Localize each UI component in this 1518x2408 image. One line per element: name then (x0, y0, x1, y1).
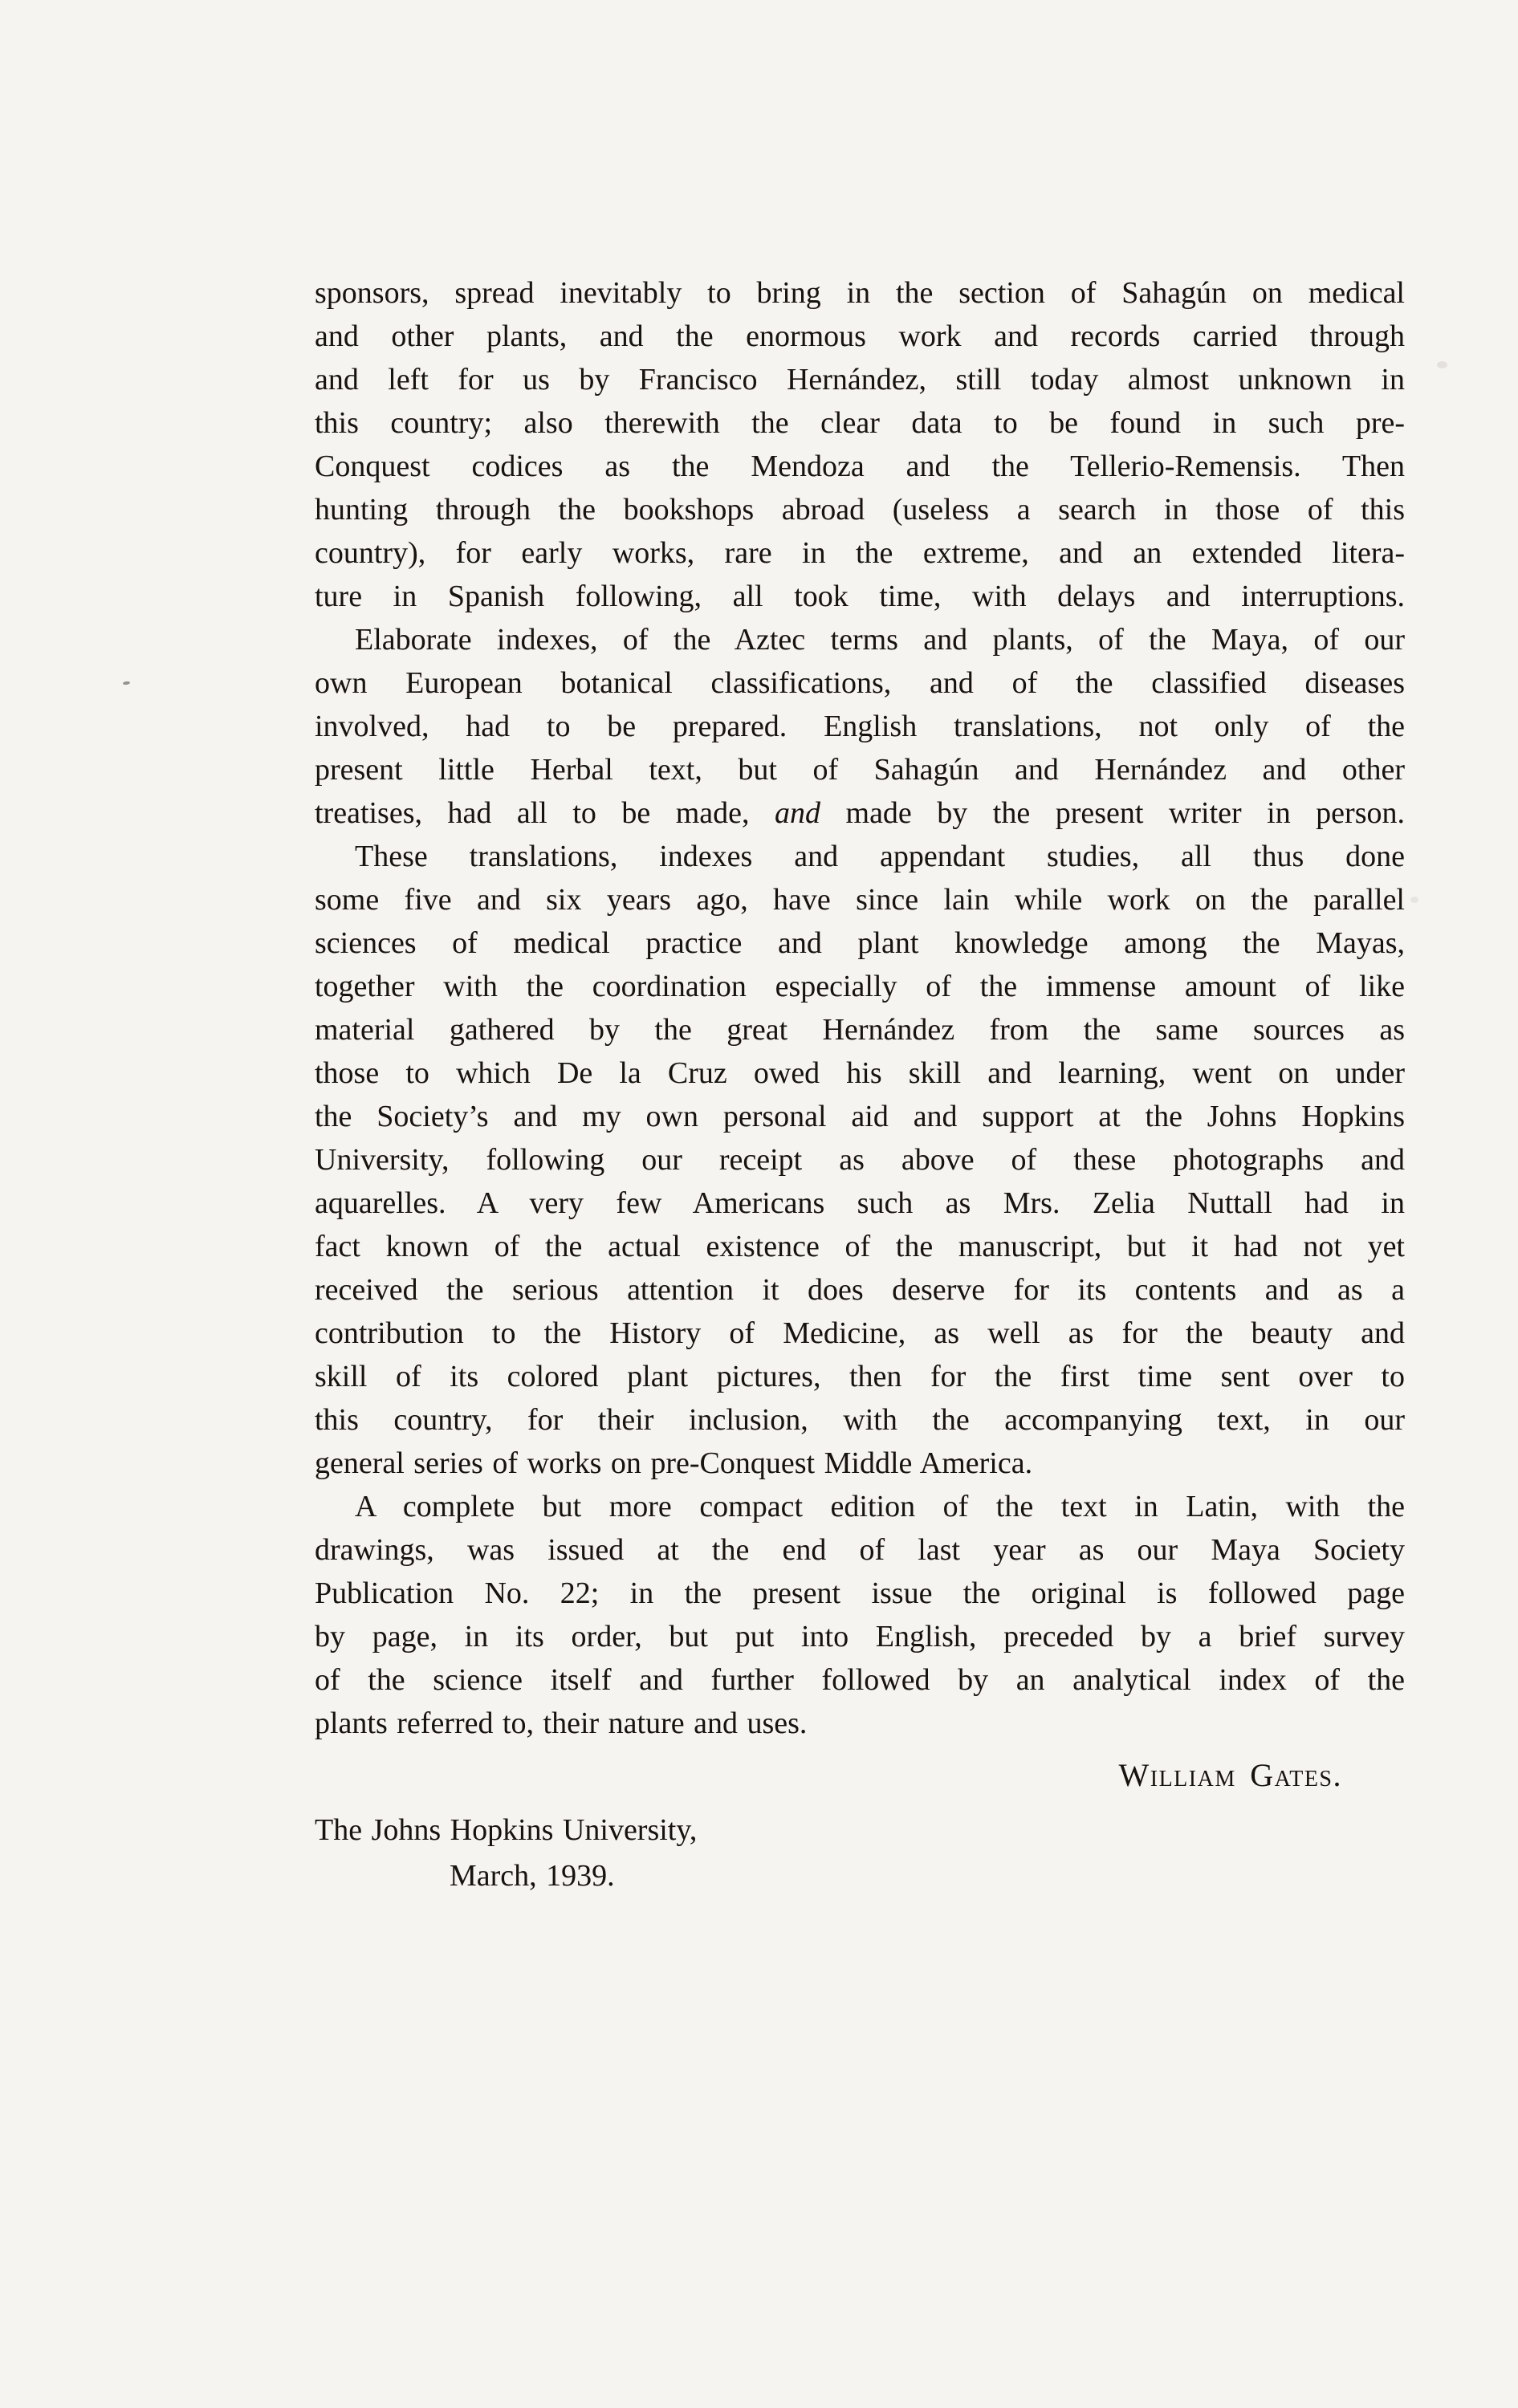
paragraph (315, 618, 1405, 835)
text-line: general series of works on pre-Conquest Middle America. (315, 1446, 1033, 1480)
text-line: present little Herbal text, but of Sahagún and Hernández and other (315, 753, 1405, 787)
text-line: fact known of the actual existence of the manuscript, but it had not yet (315, 1230, 1405, 1263)
closing-line-date: March, 1939. (450, 1859, 615, 1893)
text-line: These translations, indexes and appendant studies, all thus done (355, 840, 1405, 873)
text-line: this country; also therewith the clear data to be found in such pre- (315, 406, 1405, 440)
line-segment: made by the present writer in person. (820, 796, 1405, 830)
paragraph (315, 271, 1405, 618)
text-line: and left for us by Francisco Hernández, still today almost unknown in (315, 363, 1405, 397)
author-signature: William Gates. (1118, 1757, 1342, 1793)
line-segment-italic: and (775, 796, 821, 830)
text-line: University, following our receipt as above of these photographs and (315, 1143, 1405, 1177)
text-line: own European botanical classifications, and of the classified diseases (315, 666, 1405, 700)
text-line: plants referred to, their nature and uses. (315, 1706, 808, 1740)
text-line: those to which De la Cruz owed his skill and learning, went on under (315, 1056, 1405, 1090)
text-line: together with the coordination especially of the immense amount of like (315, 970, 1405, 1003)
paragraph (315, 835, 1405, 1485)
text-line: of the science itself and further followed by an analytical index of the (315, 1663, 1405, 1697)
closing-block (315, 1808, 1405, 1899)
scan-speck (123, 681, 130, 685)
text-line: this country, for their inclusion, with the accompanying text, in our (315, 1403, 1405, 1437)
text-line: the Society’s and my own personal aid and support at the Johns Hopkins (315, 1100, 1405, 1133)
text-line: by page, in its order, but put into English, preceded by a brief survey (315, 1620, 1405, 1653)
text-line: Elaborate indexes, of the Aztec terms and plants, of the Maya, of our (355, 623, 1405, 657)
scan-speck (1437, 361, 1447, 368)
text-line: sponsors, spread inevitably to bring in the section of Sahagún on medical (315, 276, 1405, 310)
text-line: A complete but more compact edition of the text in Latin, with the (355, 1490, 1405, 1523)
text-line: ture in Spanish following, all took time, with delays and interruptions. (315, 580, 1405, 613)
text-line (315, 791, 1405, 835)
text-line: sciences of medical practice and plant knowledge among the Mayas, (315, 926, 1405, 960)
text-line: some five and six years ago, have since lain while work on the parallel (315, 883, 1405, 917)
text-line: country), for early works, rare in the extreme, and an extended litera- (315, 536, 1405, 570)
text-block (315, 271, 1405, 1899)
text-line: Publication No. 22; in the present issue the original is followed page (315, 1576, 1405, 1610)
text-line: contribution to the History of Medicine, as well as for the beauty and (315, 1316, 1405, 1350)
text-line: material gathered by the great Hernández from the same sources as (315, 1013, 1405, 1047)
text-line: hunting through the bookshops abroad (useless a search in those of this (315, 493, 1405, 527)
text-line: received the serious attention it does deserve for its contents and as a (315, 1273, 1405, 1307)
text-line: aquarelles. A very few Americans such as Mrs. Zelia Nuttall had in (315, 1186, 1405, 1220)
text-line: skill of its colored plant pictures, then for the first time sent over to (315, 1360, 1405, 1393)
paragraph (315, 1485, 1405, 1745)
text-line: involved, had to be prepared. English translations, not only of the (315, 710, 1405, 743)
line-segment: treatises, had all to be made, (315, 796, 775, 830)
text-line: and other plants, and the enormous work and records carried through (315, 319, 1405, 353)
text-line: Conquest codices as the Mendoza and the Tellerio-Remensis. Then (315, 449, 1405, 483)
closing-line-university: The Johns Hopkins University, (315, 1813, 698, 1847)
text-line: drawings, was issued at the end of last year as our Maya Society (315, 1533, 1405, 1567)
scan-speck (1410, 897, 1418, 903)
